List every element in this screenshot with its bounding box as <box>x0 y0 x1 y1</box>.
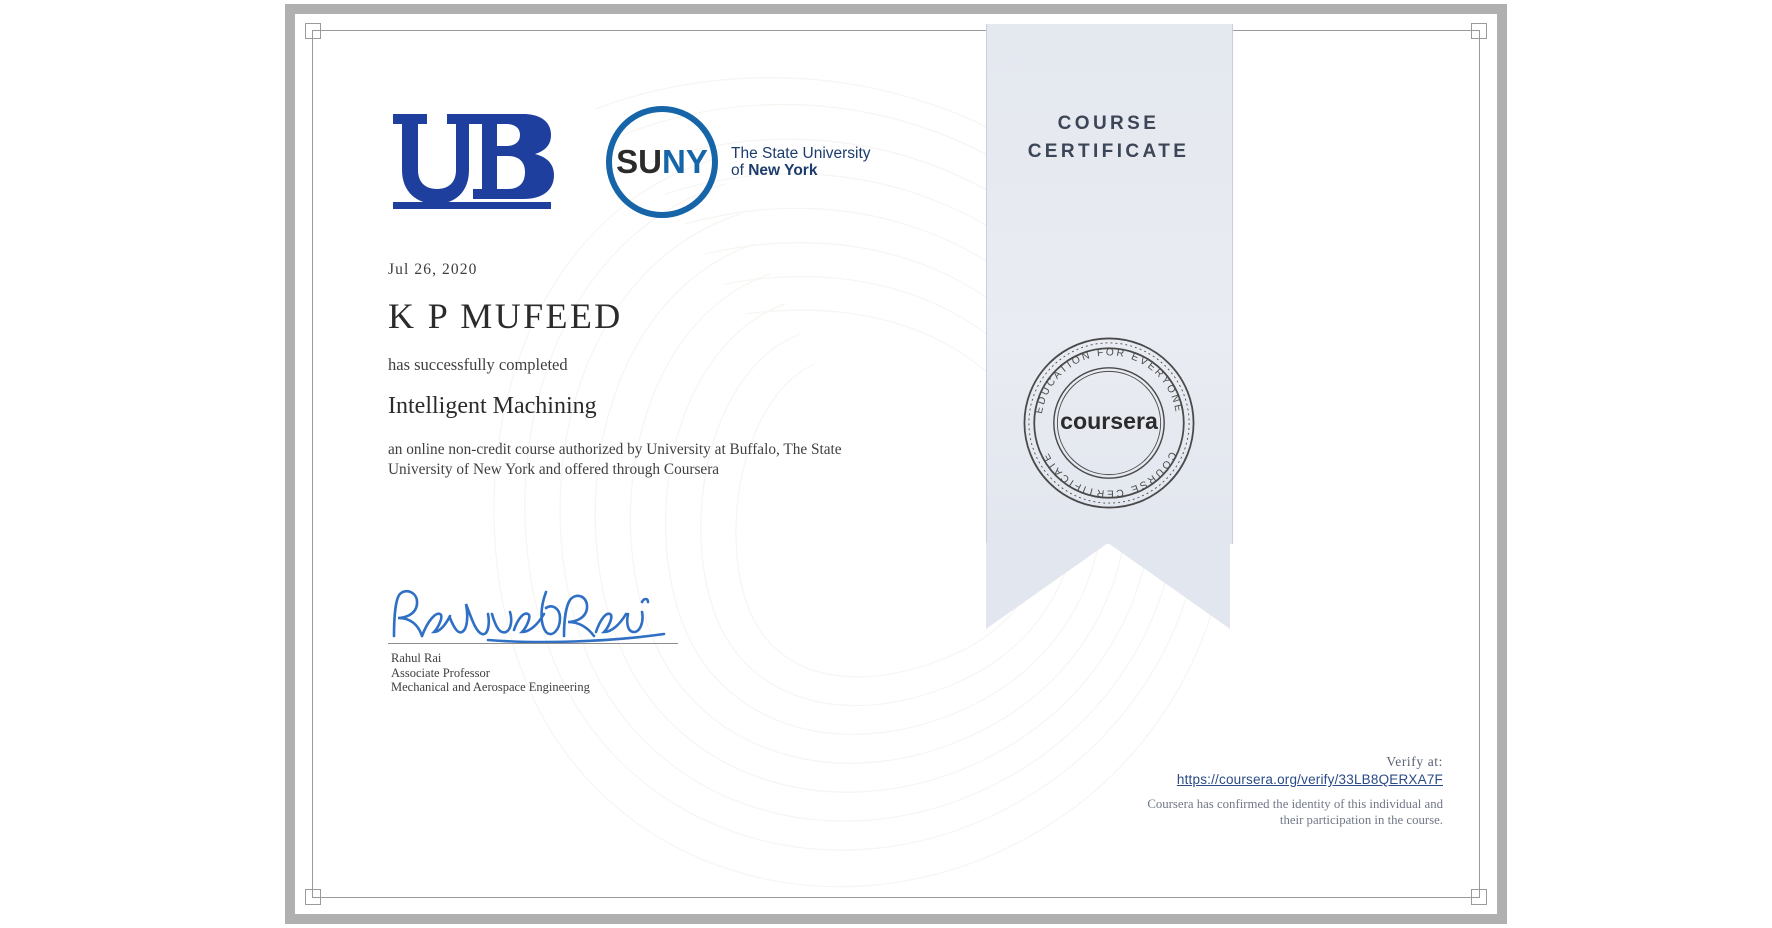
suny-tagline <box>731 145 871 179</box>
verify-note <box>1113 796 1443 828</box>
completion-text: has successfully completed <box>388 355 568 374</box>
suny-tagline-newyork: New York <box>748 162 818 179</box>
signature-image <box>388 584 688 651</box>
verify-note-line2: their participation in the course. <box>1279 813 1443 827</box>
svg-text:EDUCATION FOR EVERYONE: EDUCATION FOR EVERYONE <box>1033 347 1185 415</box>
handwritten-signature-icon <box>388 584 688 646</box>
recipient-name: K P MUFEED <box>388 296 623 336</box>
issuer-logos <box>387 102 871 222</box>
svg-text:COURSE CERTIFICATE: COURSE CERTIFICATE <box>1040 449 1178 499</box>
coursera-seal-icon <box>1020 334 1198 512</box>
ribbon-title <box>986 110 1231 166</box>
course-title: Intelligent Machining <box>388 393 597 419</box>
certificate-ribbon <box>986 24 1231 629</box>
corner-ornament-bottom-right <box>1471 889 1487 905</box>
course-description: an online non-credit course authorized by University at Buffalo, The State University of New York and offered through Coursera <box>388 441 842 478</box>
ribbon-title-line1: COURSE <box>1057 113 1160 134</box>
verify-url-link[interactable]: https://coursera.org/verify/33LB8QERXA7F <box>1176 772 1443 787</box>
verify-note-line1: Coursera has confirmed the identity of this individual and <box>1147 797 1443 811</box>
signature-rule <box>388 643 678 644</box>
suny-logo <box>603 103 871 221</box>
suny-tagline-line1: The State University <box>731 145 871 162</box>
corner-ornament-top-left <box>305 23 321 39</box>
corner-ornament-top-right <box>1471 23 1487 39</box>
suny-circle-icon <box>603 103 721 221</box>
ribbon-title-line2: CERTIFICATE <box>1027 141 1190 162</box>
ribbon-point <box>986 543 1230 629</box>
signer-title: Associate Professor <box>391 665 490 680</box>
signer-block <box>391 651 590 695</box>
signer-name: Rahul Rai <box>391 651 442 665</box>
verify-label: Verify at: <box>1386 754 1443 769</box>
signer-department: Mechanical and Aerospace Engineering <box>391 680 590 694</box>
verification-block <box>1113 754 1443 828</box>
svg-text:SUNY: SUNY <box>616 143 708 180</box>
issue-date: Jul 26, 2020 <box>388 261 478 278</box>
suny-tagline-line2 <box>731 162 871 179</box>
ub-logo-icon <box>387 106 555 218</box>
corner-ornament-bottom-left <box>305 889 321 905</box>
certificate-canvas <box>295 14 1497 914</box>
certificate-frame <box>285 4 1507 924</box>
svg-text:coursera: coursera <box>1060 408 1158 435</box>
suny-tagline-of: of <box>731 162 749 179</box>
